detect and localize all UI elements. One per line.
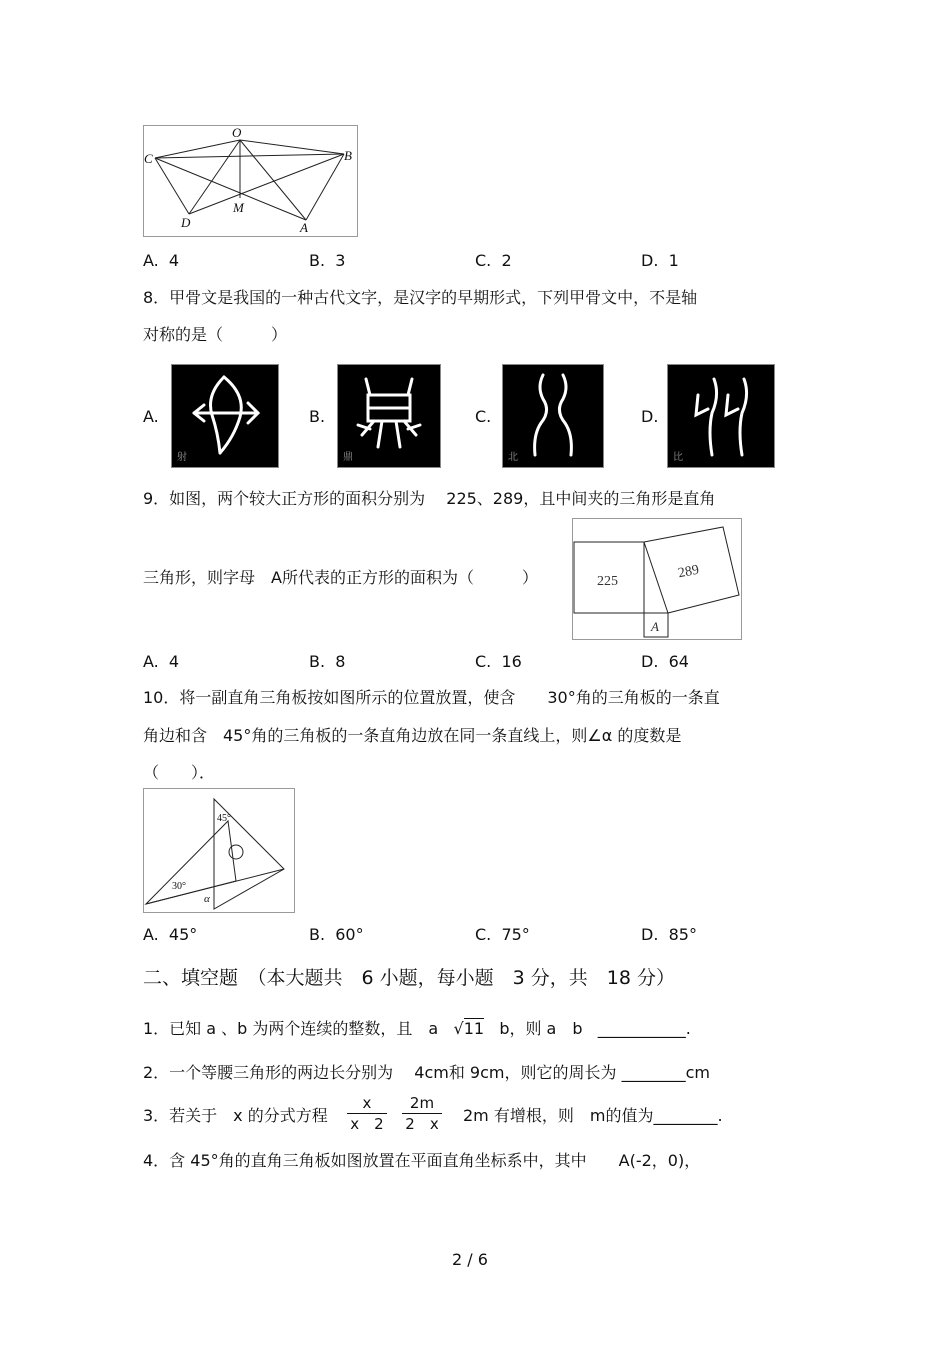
- q9-option-a-letter: A.: [143, 652, 159, 671]
- q10-figure: [143, 788, 295, 913]
- q7-option-b-letter: B.: [309, 251, 326, 270]
- sqrt-icon: √: [453, 1019, 464, 1038]
- q9-label-a: A: [651, 619, 659, 634]
- fill4-line: 4．含 45°角的直角三角板如图放置在平面直角坐标系中，其中 A(-2，0)，: [143, 1151, 701, 1170]
- fill1-blank[interactable]: ___________: [597, 1019, 686, 1038]
- q9-option-a[interactable]: [143, 652, 179, 672]
- q8-option-c-letter[interactable]: C.: [475, 407, 492, 426]
- q7-geometry-diagram: [144, 126, 357, 236]
- fill3-fraction-1: [347, 1095, 387, 1132]
- q9-option-d-letter: D.: [641, 652, 659, 671]
- fill3-suffix: 2m 有增根，则 m的值为: [463, 1106, 654, 1125]
- q8-option-a-caption: 射: [177, 452, 187, 463]
- q8-option-a-letter[interactable]: A.: [143, 407, 159, 426]
- q10-option-c[interactable]: [475, 925, 530, 945]
- q9-option-b[interactable]: [309, 652, 345, 672]
- q10-option-c-letter: C.: [475, 925, 492, 944]
- q9-stem-line2: 三角形，则字母 A所代表的正方形的面积为（ ）: [143, 568, 538, 587]
- q7-option-c-value: 2: [501, 251, 512, 270]
- q9-stem-line1: 9．如图，两个较大正方形的面积分别为 225、289，且中间夹的三角形是直角: [143, 489, 716, 508]
- q7-label-o: O: [232, 126, 242, 140]
- fill3-frac2-numerator: 2m: [409, 1094, 435, 1112]
- oracle-she-glyph-icon: [172, 365, 278, 467]
- q10-stem-line3: （ ）．: [143, 763, 216, 782]
- fraction-bar: [402, 1113, 442, 1114]
- fill1-end: .: [685, 1019, 691, 1038]
- q9-option-a-value: 4: [168, 652, 180, 671]
- q7-option-a-value: 4: [168, 251, 180, 270]
- q7-label-m: M: [233, 200, 244, 215]
- oracle-ding-glyph-icon: [338, 365, 440, 467]
- fill2-text: 2．一个等腰三角形的两边长分别为 4cm和 9cm，则它的周长为: [143, 1063, 617, 1082]
- fill2-line: [143, 1063, 710, 1083]
- q10-option-d-letter: D.: [641, 925, 659, 944]
- q9-label-289: 289: [676, 562, 701, 582]
- q10-label-45: 45°: [217, 813, 231, 824]
- q8-stem-line1: 8．甲骨文是我国的一种古代文字，是汉字的早期形式，下列甲骨文中，不是轴: [143, 288, 698, 307]
- q7-option-d-letter: D.: [641, 251, 659, 270]
- q10-option-a-letter: A.: [143, 925, 159, 944]
- q10-label-alpha: α: [204, 893, 210, 905]
- q8-option-c-caption: 北: [508, 452, 518, 463]
- q7-option-c[interactable]: [475, 251, 512, 271]
- q8-option-d-caption: 比: [673, 452, 683, 463]
- fill3-tail: [463, 1106, 723, 1126]
- q8-option-b-caption: 鼎: [343, 452, 353, 463]
- q9-figure: [572, 518, 742, 640]
- fill3-frac1-denominator: x 2: [350, 1115, 384, 1133]
- fill3-frac1-numerator: x: [362, 1094, 372, 1112]
- q7-option-a-letter: A.: [143, 251, 159, 270]
- fill2-blank[interactable]: ________: [621, 1063, 686, 1082]
- q10-option-c-value: 75°: [501, 925, 530, 944]
- q7-option-d[interactable]: [641, 251, 679, 271]
- q10-option-b-letter: B.: [309, 925, 326, 944]
- q9-option-c-value: 16: [501, 652, 522, 671]
- section2-heading: 二、填空题 （本大题共 6 小题，每小题 3 分，共 18 分）: [143, 967, 675, 989]
- q10-option-d-value: 85°: [668, 925, 697, 944]
- q10-stem-line1: 10．将一副直角三角板按如图所示的位置放置，使含 30°角的三角板的一条直: [143, 688, 720, 707]
- q9-option-b-letter: B.: [309, 652, 326, 671]
- fill1-line: [143, 1019, 691, 1039]
- q8-option-b-letter[interactable]: B.: [309, 407, 326, 426]
- q10-option-b-value: 60°: [335, 925, 364, 944]
- page-number: 2 / 6: [452, 1250, 488, 1269]
- q10-stem-line2: 角边和含 45°角的三角板的一条直角边放在同一条直线上，则∠α 的度数是: [143, 726, 682, 745]
- q7-label-d: D: [181, 215, 191, 230]
- q7-option-b[interactable]: [309, 251, 345, 271]
- fill1-prefix: 1．已知 a 、b 为两个连续的整数，且 a: [143, 1019, 439, 1038]
- q9-label-225: 225: [597, 574, 618, 589]
- q9-option-c[interactable]: [475, 652, 522, 672]
- q8-option-a-image[interactable]: [171, 364, 279, 468]
- q9-option-b-value: 8: [335, 652, 346, 671]
- fill3-fraction-2: [402, 1095, 442, 1132]
- q7-option-a[interactable]: [143, 251, 179, 271]
- q8-option-d-letter[interactable]: D.: [641, 407, 659, 426]
- q9-squares-diagram: [573, 519, 741, 639]
- q7-label-c: C: [144, 151, 153, 166]
- q10-option-a[interactable]: [143, 925, 197, 945]
- q7-option-b-value: 3: [335, 251, 346, 270]
- fill3-frac2-denominator: 2 x: [405, 1115, 439, 1133]
- fraction-bar: [347, 1113, 387, 1114]
- q9-option-c-letter: C.: [475, 652, 492, 671]
- q7-option-c-letter: C.: [475, 251, 492, 270]
- fill2-unit: cm: [685, 1063, 710, 1082]
- fill1-radicand: 11: [463, 1019, 485, 1038]
- oracle-bei-glyph-icon: [503, 365, 603, 467]
- q7-label-a: A: [300, 220, 308, 235]
- q8-option-c-image[interactable]: [502, 364, 604, 468]
- q10-triangles-diagram: [144, 789, 294, 912]
- q10-label-30: 30°: [172, 881, 186, 892]
- fill3-blank[interactable]: ________: [653, 1106, 718, 1125]
- q10-option-a-value: 45°: [168, 925, 198, 944]
- q7-label-b: B: [344, 148, 352, 163]
- q8-stem-line2: 对称的是（ ）: [143, 325, 288, 344]
- q10-option-d[interactable]: [641, 925, 697, 945]
- fill3-prefix: 3．若关于 x 的分式方程: [143, 1106, 328, 1125]
- oracle-bi-glyph-icon: [668, 365, 774, 467]
- fill3-end: .: [717, 1106, 723, 1125]
- q9-option-d-value: 64: [668, 652, 689, 671]
- q9-option-d[interactable]: [641, 652, 689, 672]
- q7-figure: [143, 125, 358, 237]
- fill1-mid: b，则 a b: [499, 1019, 583, 1038]
- q7-option-d-value: 1: [668, 251, 679, 270]
- q10-option-b[interactable]: [309, 925, 364, 945]
- q8-option-d-image[interactable]: [667, 364, 775, 468]
- q8-option-b-image[interactable]: [337, 364, 441, 468]
